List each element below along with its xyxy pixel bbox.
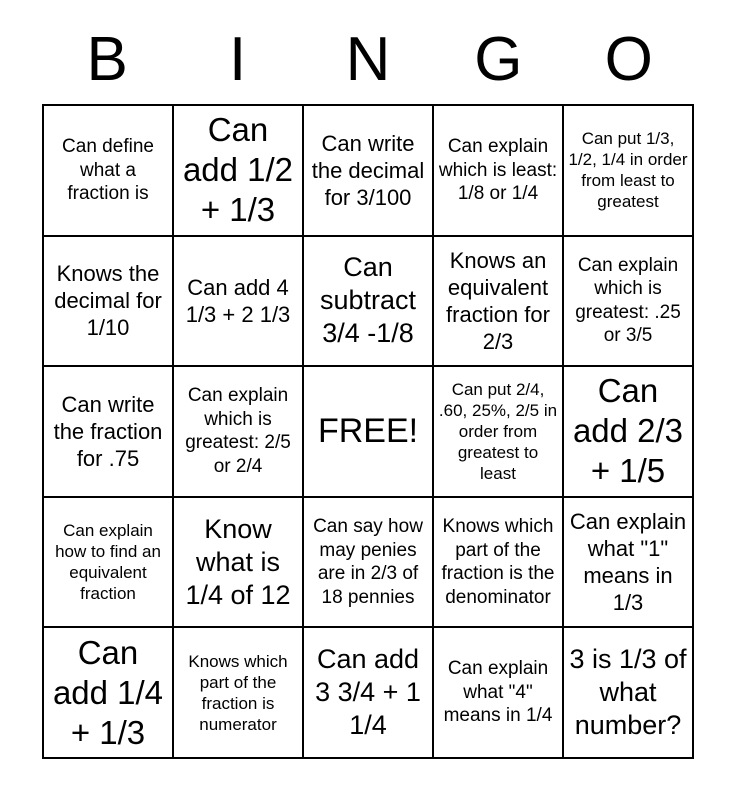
bingo-cell-text: Can put 1/3, 1/2, 1/4 in order from least to greatest <box>568 129 688 212</box>
bingo-cell[interactable] <box>434 367 564 498</box>
bingo-cell-text: Knows the decimal for 1/10 <box>54 261 162 341</box>
bingo-cell-text: Can add 1/2 + 1/3 <box>182 111 294 229</box>
bingo-cell-text: Knows an equivalent fraction for 2/3 <box>446 247 550 354</box>
bingo-cell-text: Can define what a fraction is <box>62 136 154 205</box>
bingo-cell[interactable] <box>304 628 434 759</box>
bingo-letter-n: N <box>345 25 391 94</box>
bingo-cell-text: Can explain what "4" means in 1/4 <box>443 658 553 727</box>
bingo-cell[interactable] <box>564 498 694 629</box>
bingo-cell[interactable] <box>434 106 564 237</box>
bingo-cell[interactable] <box>564 106 694 237</box>
bingo-cell[interactable] <box>564 628 694 759</box>
bingo-cell[interactable] <box>434 628 564 759</box>
bingo-cell[interactable] <box>44 237 174 368</box>
bingo-letter-b: B <box>86 25 128 94</box>
bingo-cell[interactable] <box>44 498 174 629</box>
bingo-cell-text: Can add 4 1/3 + 2 1/3 <box>185 274 291 327</box>
bingo-cell-text: Can add 3 3/4 + 1 1/4 <box>315 644 421 741</box>
bingo-cell[interactable] <box>174 367 304 498</box>
bingo-cell[interactable] <box>304 498 434 629</box>
bingo-cell[interactable] <box>304 106 434 237</box>
bingo-cell[interactable] <box>434 498 564 629</box>
bingo-cell-text: Can say how may penies are in 2/3 of 18 pennies <box>313 516 423 608</box>
bingo-cell-text: Knows which part of the fraction is the denominator <box>441 516 555 608</box>
bingo-cell-text: Can explain which is least: 1/8 or 1/4 <box>438 136 558 205</box>
bingo-cell[interactable] <box>174 498 304 629</box>
bingo-header-row <box>42 24 694 96</box>
bingo-cell[interactable] <box>174 106 304 237</box>
bingo-cell-text: FREE! <box>317 412 419 451</box>
bingo-cell-text: Can put 2/4, .60, 25%, 2/5 in order from greatest to least <box>438 379 558 483</box>
bingo-cell-text: Can explain which is greatest: 2/5 or 2/4 <box>185 385 291 477</box>
bingo-cell[interactable] <box>304 237 434 368</box>
bingo-cell[interactable] <box>44 367 174 498</box>
bingo-cell-text: Can explain what "1" means in 1/3 <box>569 509 687 616</box>
bingo-cell-text: Know what is 1/4 of 12 <box>185 513 291 610</box>
bingo-free-space[interactable] <box>304 367 434 498</box>
bingo-cell[interactable] <box>44 628 174 759</box>
bingo-cell-text: Can subtract 3/4 -1/8 <box>319 252 417 349</box>
bingo-cell-text: Can add 2/3 + 1/5 <box>572 372 684 490</box>
bingo-cell-text: Knows which part of the fraction is numerator <box>188 651 288 734</box>
bingo-letter-i: I <box>228 25 247 94</box>
bingo-cell-text: Can explain how to find an equivalent fraction <box>55 521 161 604</box>
bingo-cell[interactable] <box>44 106 174 237</box>
bingo-cell-text: Can write the fraction for .75 <box>53 391 163 471</box>
bingo-cell[interactable] <box>564 237 694 368</box>
bingo-cell[interactable] <box>174 237 304 368</box>
bingo-cell[interactable] <box>564 367 694 498</box>
bingo-grid <box>42 104 694 759</box>
bingo-cell-text: 3 is 1/3 of what number? <box>569 644 687 741</box>
bingo-cell-text: Can write the decimal for 3/100 <box>311 130 425 210</box>
bingo-cell-text: Can add 1/4 + 1/3 <box>52 633 164 751</box>
bingo-cell-text: Can explain which is greatest: .25 or 3/5 <box>575 254 681 347</box>
bingo-cell[interactable] <box>434 237 564 368</box>
bingo-letter-o: O <box>604 25 653 94</box>
bingo-letter-g: G <box>474 25 523 94</box>
bingo-cell[interactable] <box>174 628 304 759</box>
